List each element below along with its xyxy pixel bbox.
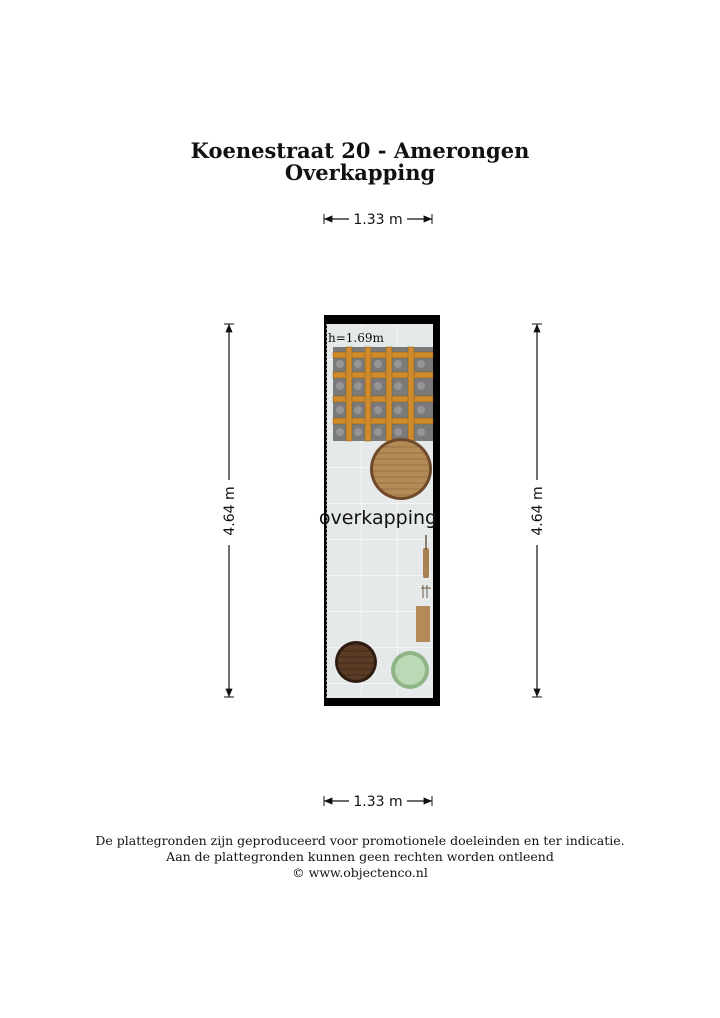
disclaimer-line-2: Aan de plattegronden kunnen geen rechten worden ontleend: [166, 849, 554, 864]
disclaimer-line-1: De plattegronden zijn geproduceerd voor promotionele doeleinden en ter indicatie.: [95, 833, 625, 848]
dimension-top: [324, 212, 432, 228]
dimension-bottom-label: 1.33 m: [353, 794, 403, 810]
dimension-left-label: 4.64 m: [222, 486, 238, 536]
dimension-top-label: 1.33 m: [353, 212, 403, 228]
plant-pot: [391, 651, 429, 689]
wood-barrel: [335, 641, 377, 683]
dimension-left: [222, 324, 238, 697]
page-title: Koenestraat 20 - Amerongen: [190, 138, 530, 163]
room-label: overkapping: [318, 507, 438, 529]
dimension-bottom: [324, 794, 432, 810]
room-overkapping: [319, 315, 440, 706]
copyright-line: © www.objectenco.nl: [292, 865, 428, 880]
wood-rack: [333, 347, 433, 441]
page-subtitle: Overkapping: [284, 160, 436, 185]
dimension-right-label: 4.64 m: [530, 486, 546, 536]
room-height-label: h=1.69m: [328, 331, 384, 345]
round-table: [370, 438, 432, 500]
dimension-right: [530, 324, 546, 697]
disclaimer: [0, 833, 720, 881]
